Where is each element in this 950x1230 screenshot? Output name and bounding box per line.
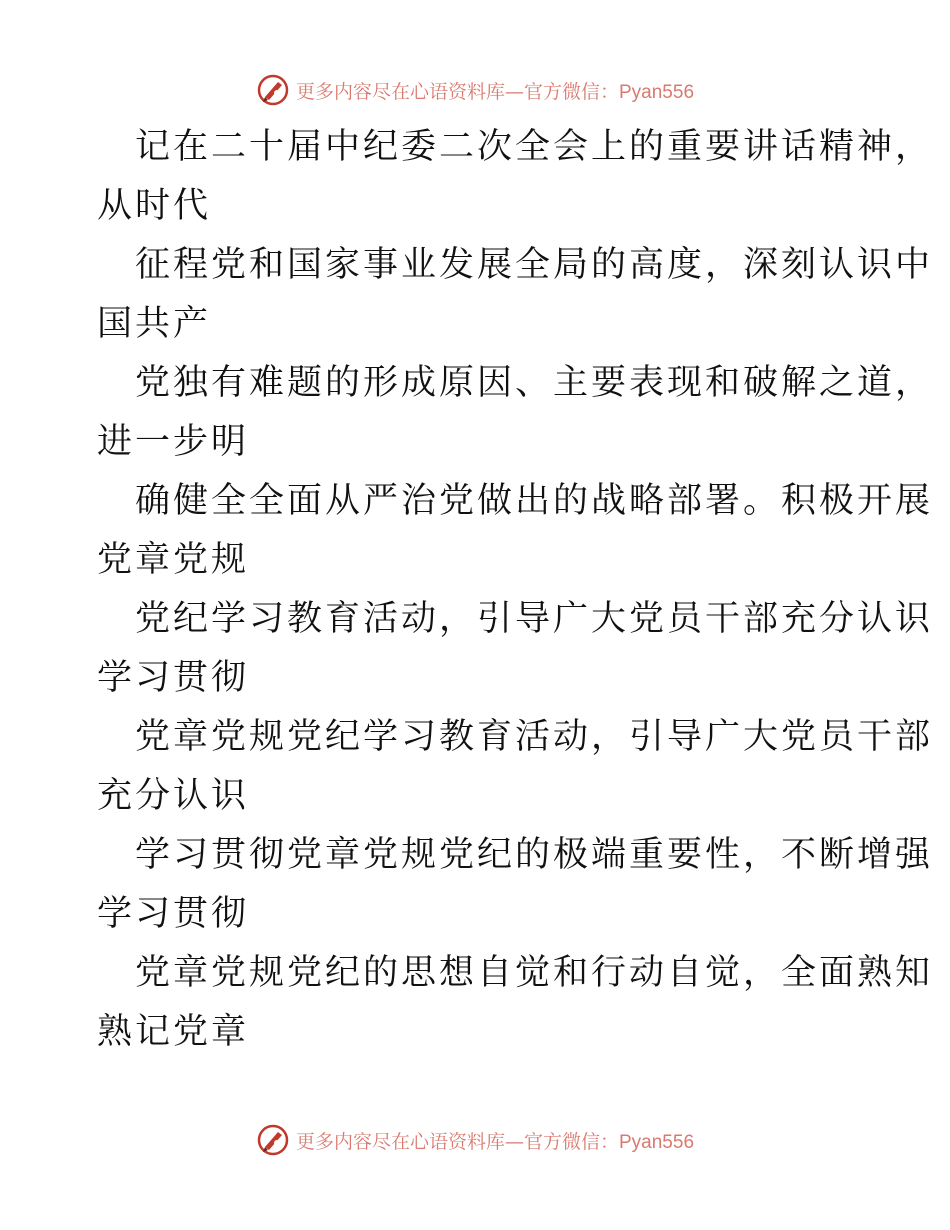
watermark-wechat-id: Pyan556 — [619, 1131, 695, 1153]
watermark-title: 更多内容尽在心语资料库 — [295, 80, 505, 103]
watermark-dash: — — [504, 80, 524, 103]
paragraph — [97, 236, 934, 354]
paragraph — [97, 354, 934, 472]
paragraph-line: 学习贯彻 — [97, 894, 250, 934]
paragraph — [97, 944, 934, 1062]
paragraph-line: 学习贯彻 — [97, 658, 250, 698]
paragraph-line: 党纪学习教育活动，引导广大党员干部充分认识 — [135, 599, 934, 639]
footer-watermark — [0, 1120, 950, 1160]
paragraph-line: 征程党和国家事业发展全局的高度，深刻认识中 — [135, 245, 934, 285]
paragraph-line: 记在二十届中纪委二次全会上的重要讲话精神， — [135, 127, 934, 167]
paragraph-line: 党章党规 — [97, 540, 250, 580]
paragraph-line: 确健全全面从严治党做出的战略部署。积极开展 — [135, 481, 934, 521]
watermark-text — [296, 1127, 694, 1154]
paragraph-line: 充分认识 — [97, 776, 250, 816]
paragraph-line: 党章党规党纪的思想自觉和行动自觉，全面熟知 — [135, 953, 934, 993]
paragraph — [97, 708, 934, 826]
paragraph-line: 党独有难题的形成原因、主要表现和破解之道， — [135, 363, 934, 403]
pen-circle-logo-icon — [256, 1123, 290, 1157]
pen-circle-logo-icon — [256, 73, 290, 107]
paragraph-line: 进一步明 — [97, 422, 250, 462]
paragraph-line: 熟记党章 — [97, 1012, 250, 1052]
paragraph — [97, 826, 934, 944]
paragraph-line: 国共产 — [97, 304, 212, 344]
document-body — [97, 118, 934, 1062]
paragraph — [97, 590, 934, 708]
watermark-wechat-label: 官方微信： — [523, 1130, 619, 1153]
watermark-dash: — — [504, 1130, 524, 1153]
paragraph — [97, 472, 934, 590]
watermark-wechat-label: 官方微信： — [523, 80, 619, 103]
paragraph — [97, 118, 934, 236]
paragraph-line: 学习贯彻党章党规党纪的极端重要性，不断增强 — [135, 835, 934, 875]
watermark-title: 更多内容尽在心语资料库 — [295, 1130, 505, 1153]
watermark-wechat-id: Pyan556 — [619, 81, 695, 103]
header-watermark — [0, 70, 950, 110]
watermark-text — [296, 77, 694, 104]
paragraph-line: 从时代 — [97, 186, 212, 226]
paragraph-line: 党章党规党纪学习教育活动，引导广大党员干部 — [135, 717, 934, 757]
